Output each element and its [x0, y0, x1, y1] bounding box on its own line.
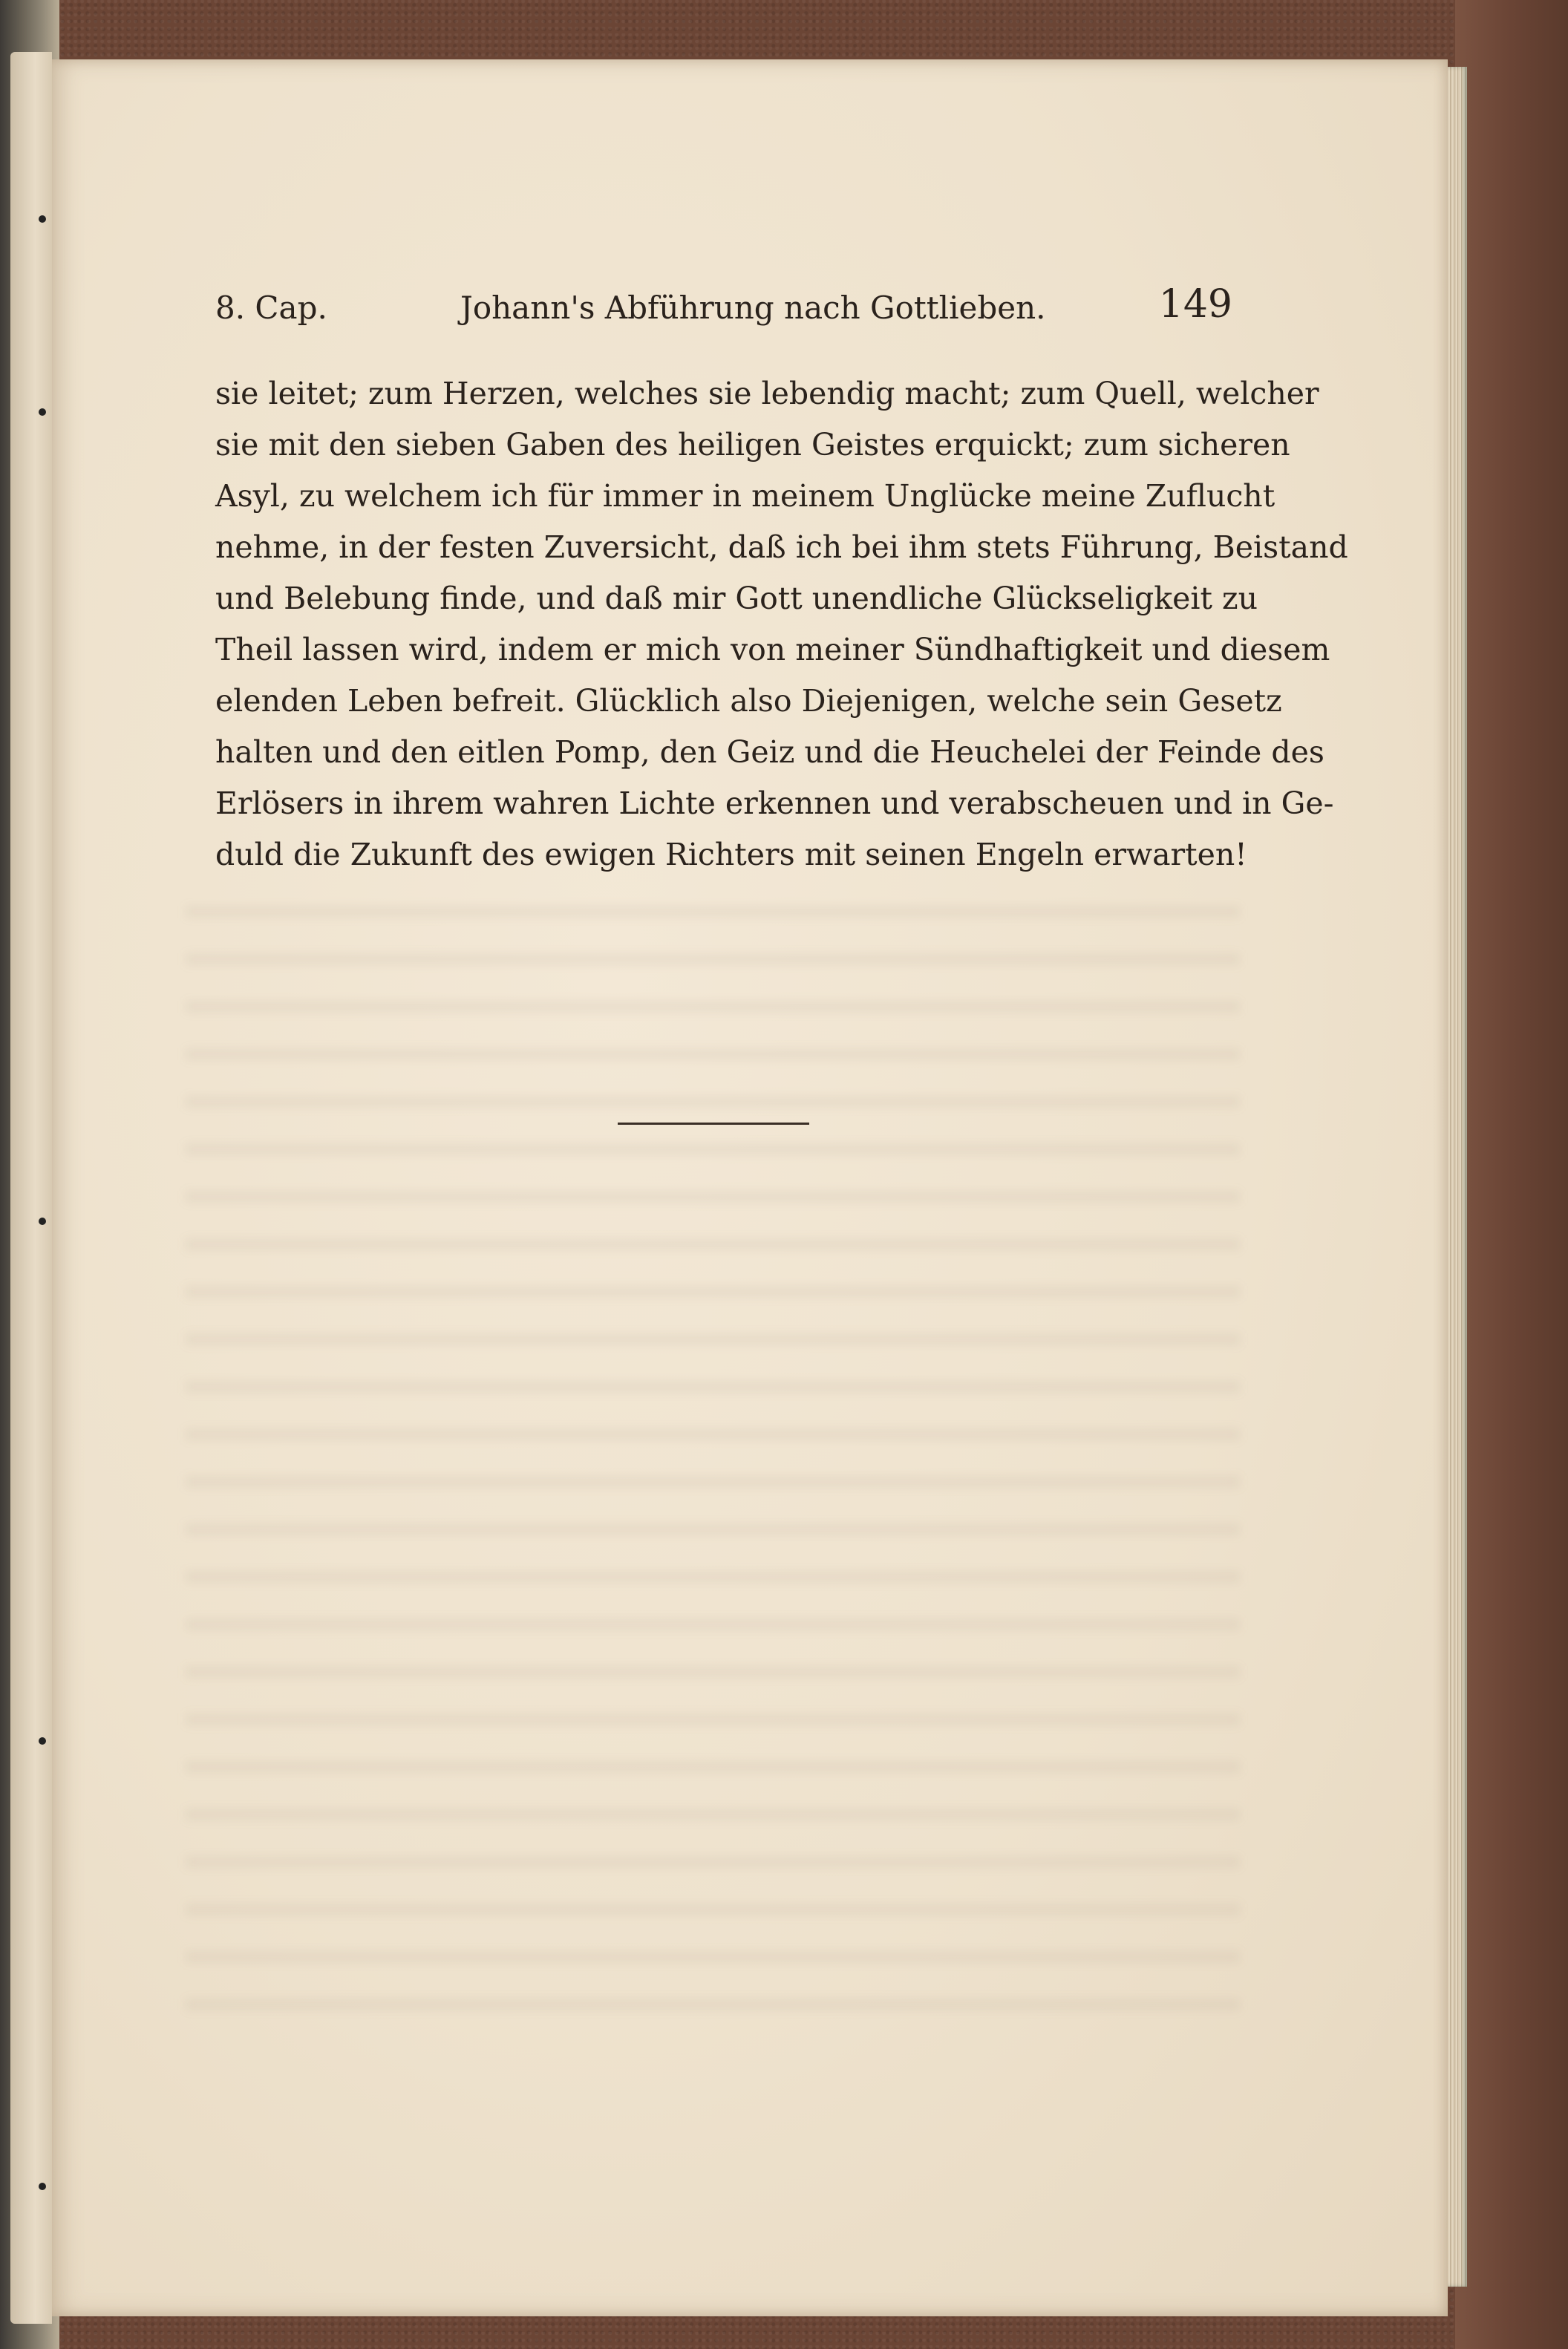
- running-title: Johann's Abführung nach Gottlieben.: [460, 290, 1046, 326]
- text-line: Theil lassen wird, indem er mich von meiner Sündhaftigkeit und diesem: [215, 632, 1330, 667]
- text-line: sie mit den sieben Gaben des heiligen Geistes erquickt; zum sicheren: [215, 427, 1290, 463]
- text-line: duld die Zukunft des ewigen Richters mit seinen Engeln erwarten!: [215, 837, 1247, 872]
- page-number: 149: [1158, 282, 1232, 327]
- text-line: Asyl, zu welchem ich für immer in meinem Unglücke meine Zuflucht: [215, 478, 1275, 514]
- book-cover-edge: [1455, 0, 1568, 2349]
- binding-stitch: [39, 1218, 46, 1225]
- text-line: halten und den eitlen Pomp, den Geiz und die Heuchelei der Feinde des: [215, 734, 1324, 770]
- text-line: Erlösers in ihrem wahren Lichte erkennen und verabscheuen und in Ge-: [215, 785, 1334, 821]
- text-line: nehme, in der festen Zuversicht, daß ich bei ihm stets Führung, Beistand: [215, 529, 1348, 565]
- binding-stitch: [39, 1737, 46, 1745]
- body-paragraph: [215, 368, 1348, 881]
- binding-stitch: [39, 215, 46, 223]
- running-head: [215, 282, 1232, 334]
- binding-stitch: [39, 2183, 46, 2190]
- chapter-label: 8. Cap.: [215, 290, 327, 326]
- show-through-text: [186, 876, 1240, 2034]
- text-line: und Belebung finde, und daß mir Gott unendliche Glückseligkeit zu: [215, 581, 1258, 616]
- binding-stitch: [39, 408, 46, 416]
- text-line: elenden Leben befreit. Glücklich also Diejenigen, welche sein Gesetz: [215, 683, 1282, 719]
- left-page-edge: [10, 52, 52, 2324]
- text-line: sie leitet; zum Herzen, welches sie lebendig macht; zum Quell, welcher: [215, 376, 1319, 411]
- section-end-rule: [618, 1123, 809, 1125]
